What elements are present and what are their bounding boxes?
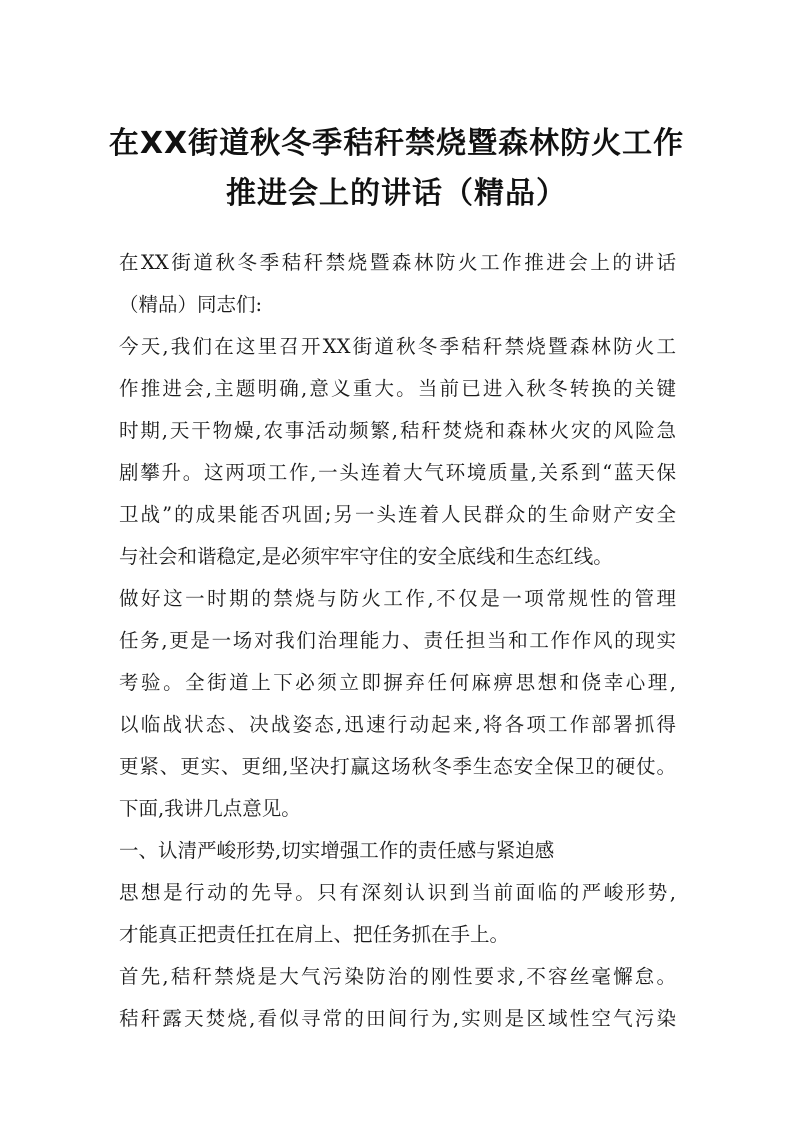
body-line: 在XX街道秋冬季秸秆禁烧暨森林防火工作推进会上的讲话 [119, 251, 676, 274]
body-line: 任务,更是一场对我们治理能力、责任担当和工作作风的现实 [119, 629, 676, 652]
body-line: 考验。全街道上下必须立即摒弃任何麻痹思想和侥幸心理, [119, 671, 676, 694]
body-line: 时期,天干物燥,农事活动频繁,秸秆焚烧和森林火灾的风险急 [119, 419, 676, 442]
body-line: 卫战”的成果能否巩固;另一头连着人民群众的生命财产安全 [119, 503, 676, 526]
body-line: 思想是行动的先导。只有深刻认识到当前面临的严峻形势, [119, 881, 676, 904]
section-heading: 一、认清严峻形势,切实增强工作的责任感与紧迫感 [119, 839, 555, 862]
body-line: 今天,我们在这里召开XX街道秋冬季秸秆禁烧暨森林防火工 [119, 335, 676, 358]
body-line: 才能真正把责任扛在肩上、把任务抓在手上。 [119, 923, 510, 946]
body-line: 更紧、更实、更细,坚决打赢这场秋冬季生态安全保卫的硬仗。 [119, 755, 676, 778]
document-title-line-1: 在XX街道秋冬季秸秆禁烧暨森林防火工作 [108, 126, 685, 161]
body-line: 秸秆露天焚烧,看似寻常的田间行为,实则是区域性空气污染 [119, 1007, 676, 1030]
body-line: 以临战状态、决战姿态,迅速行动起来,将各项工作部署抓得 [119, 713, 676, 736]
body-line: 作推进会,主题明确,意义重大。当前已进入秋冬转换的关键 [119, 377, 676, 400]
body-line: 与社会和谐稳定,是必须牢牢守住的安全底线和生态红线。 [119, 545, 613, 568]
body-line: 首先,秸秆禁烧是大气污染防治的刚性要求,不容丝毫懈怠。 [119, 965, 676, 988]
body-line: 剧攀升。这两项工作,一头连着大气环境质量,关系到“蓝天保 [119, 461, 676, 484]
body-line: 下面,我讲几点意见。 [119, 797, 301, 820]
body-line: 做好这一时期的禁烧与防火工作,不仅是一项常规性的管理 [119, 587, 676, 610]
body-line: （精品）同志们: [119, 293, 263, 316]
document-title-line-2: 推进会上的讲话（精品） [226, 176, 567, 211]
